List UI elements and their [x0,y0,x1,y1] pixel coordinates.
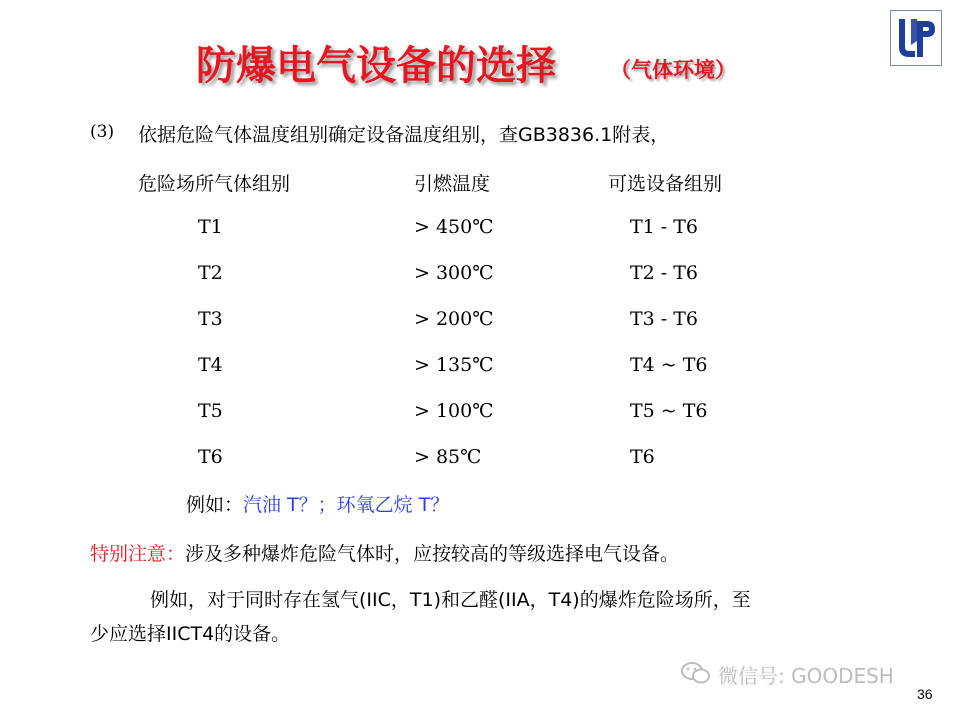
cell-ignition-temp: > 100℃ [414,400,494,422]
cell-gas-group: T6 [198,446,223,468]
note-text: 涉及多种爆炸危险气体时，应按较高的等级选择电气设备。 [185,543,680,565]
page-subtitle: （气体环境） [610,58,736,82]
cell-ignition-temp: > 200℃ [414,308,494,330]
paragraph-line-1: 例如，对于同时存在氢气(IIC，T1)和乙醛(IIA，T4)的爆炸危险场所，至 [150,589,751,611]
cell-equipment-group: T4 ~ T6 [630,354,708,376]
paragraph-line-2: 少应选择IICT4的设备。 [90,623,291,645]
example-prefix: 例如： [186,494,244,516]
cell-ignition-temp: > 135℃ [414,354,494,376]
logo-icon [891,11,941,65]
header-equipment-group: 可选设备组别 [608,173,723,195]
cell-gas-group: T4 [198,354,223,376]
cell-equipment-group: T5 ~ T6 [630,400,708,422]
example-question: 汽油 T？；环氧乙烷 T？ [243,494,450,516]
cell-gas-group: T3 [198,308,223,330]
cell-ignition-temp: > 450℃ [414,216,494,238]
cell-gas-group: T2 [198,262,223,284]
cell-gas-group: T1 [198,216,223,238]
cell-ignition-temp: > 300℃ [414,262,494,284]
company-logo [890,10,942,66]
page-number: 36 [917,686,933,702]
wechat-icon [680,661,712,685]
note-label: 特别注意： [90,543,186,565]
item-marker: (3) [90,122,115,142]
cell-equipment-group: T2 - T6 [630,262,699,284]
cell-equipment-group: T1 - T6 [630,216,699,238]
cell-equipment-group: T3 - T6 [630,308,699,330]
cell-ignition-temp: > 85℃ [414,446,482,468]
example-line [186,490,449,517]
watermark-text: 微信号: GOODESH [718,664,894,688]
page-title: 防爆电气设备的选择 [196,43,556,89]
intro-text: 依据危险气体温度组别确定设备温度组别，查GB3836.1附表， [138,124,670,146]
header-gas-group: 危险场所气体组别 [138,173,291,195]
cell-equipment-group: T6 [630,446,655,468]
header-ignition-temp: 引燃温度 [414,173,491,195]
special-note [90,539,679,566]
cell-gas-group: T5 [198,400,223,422]
